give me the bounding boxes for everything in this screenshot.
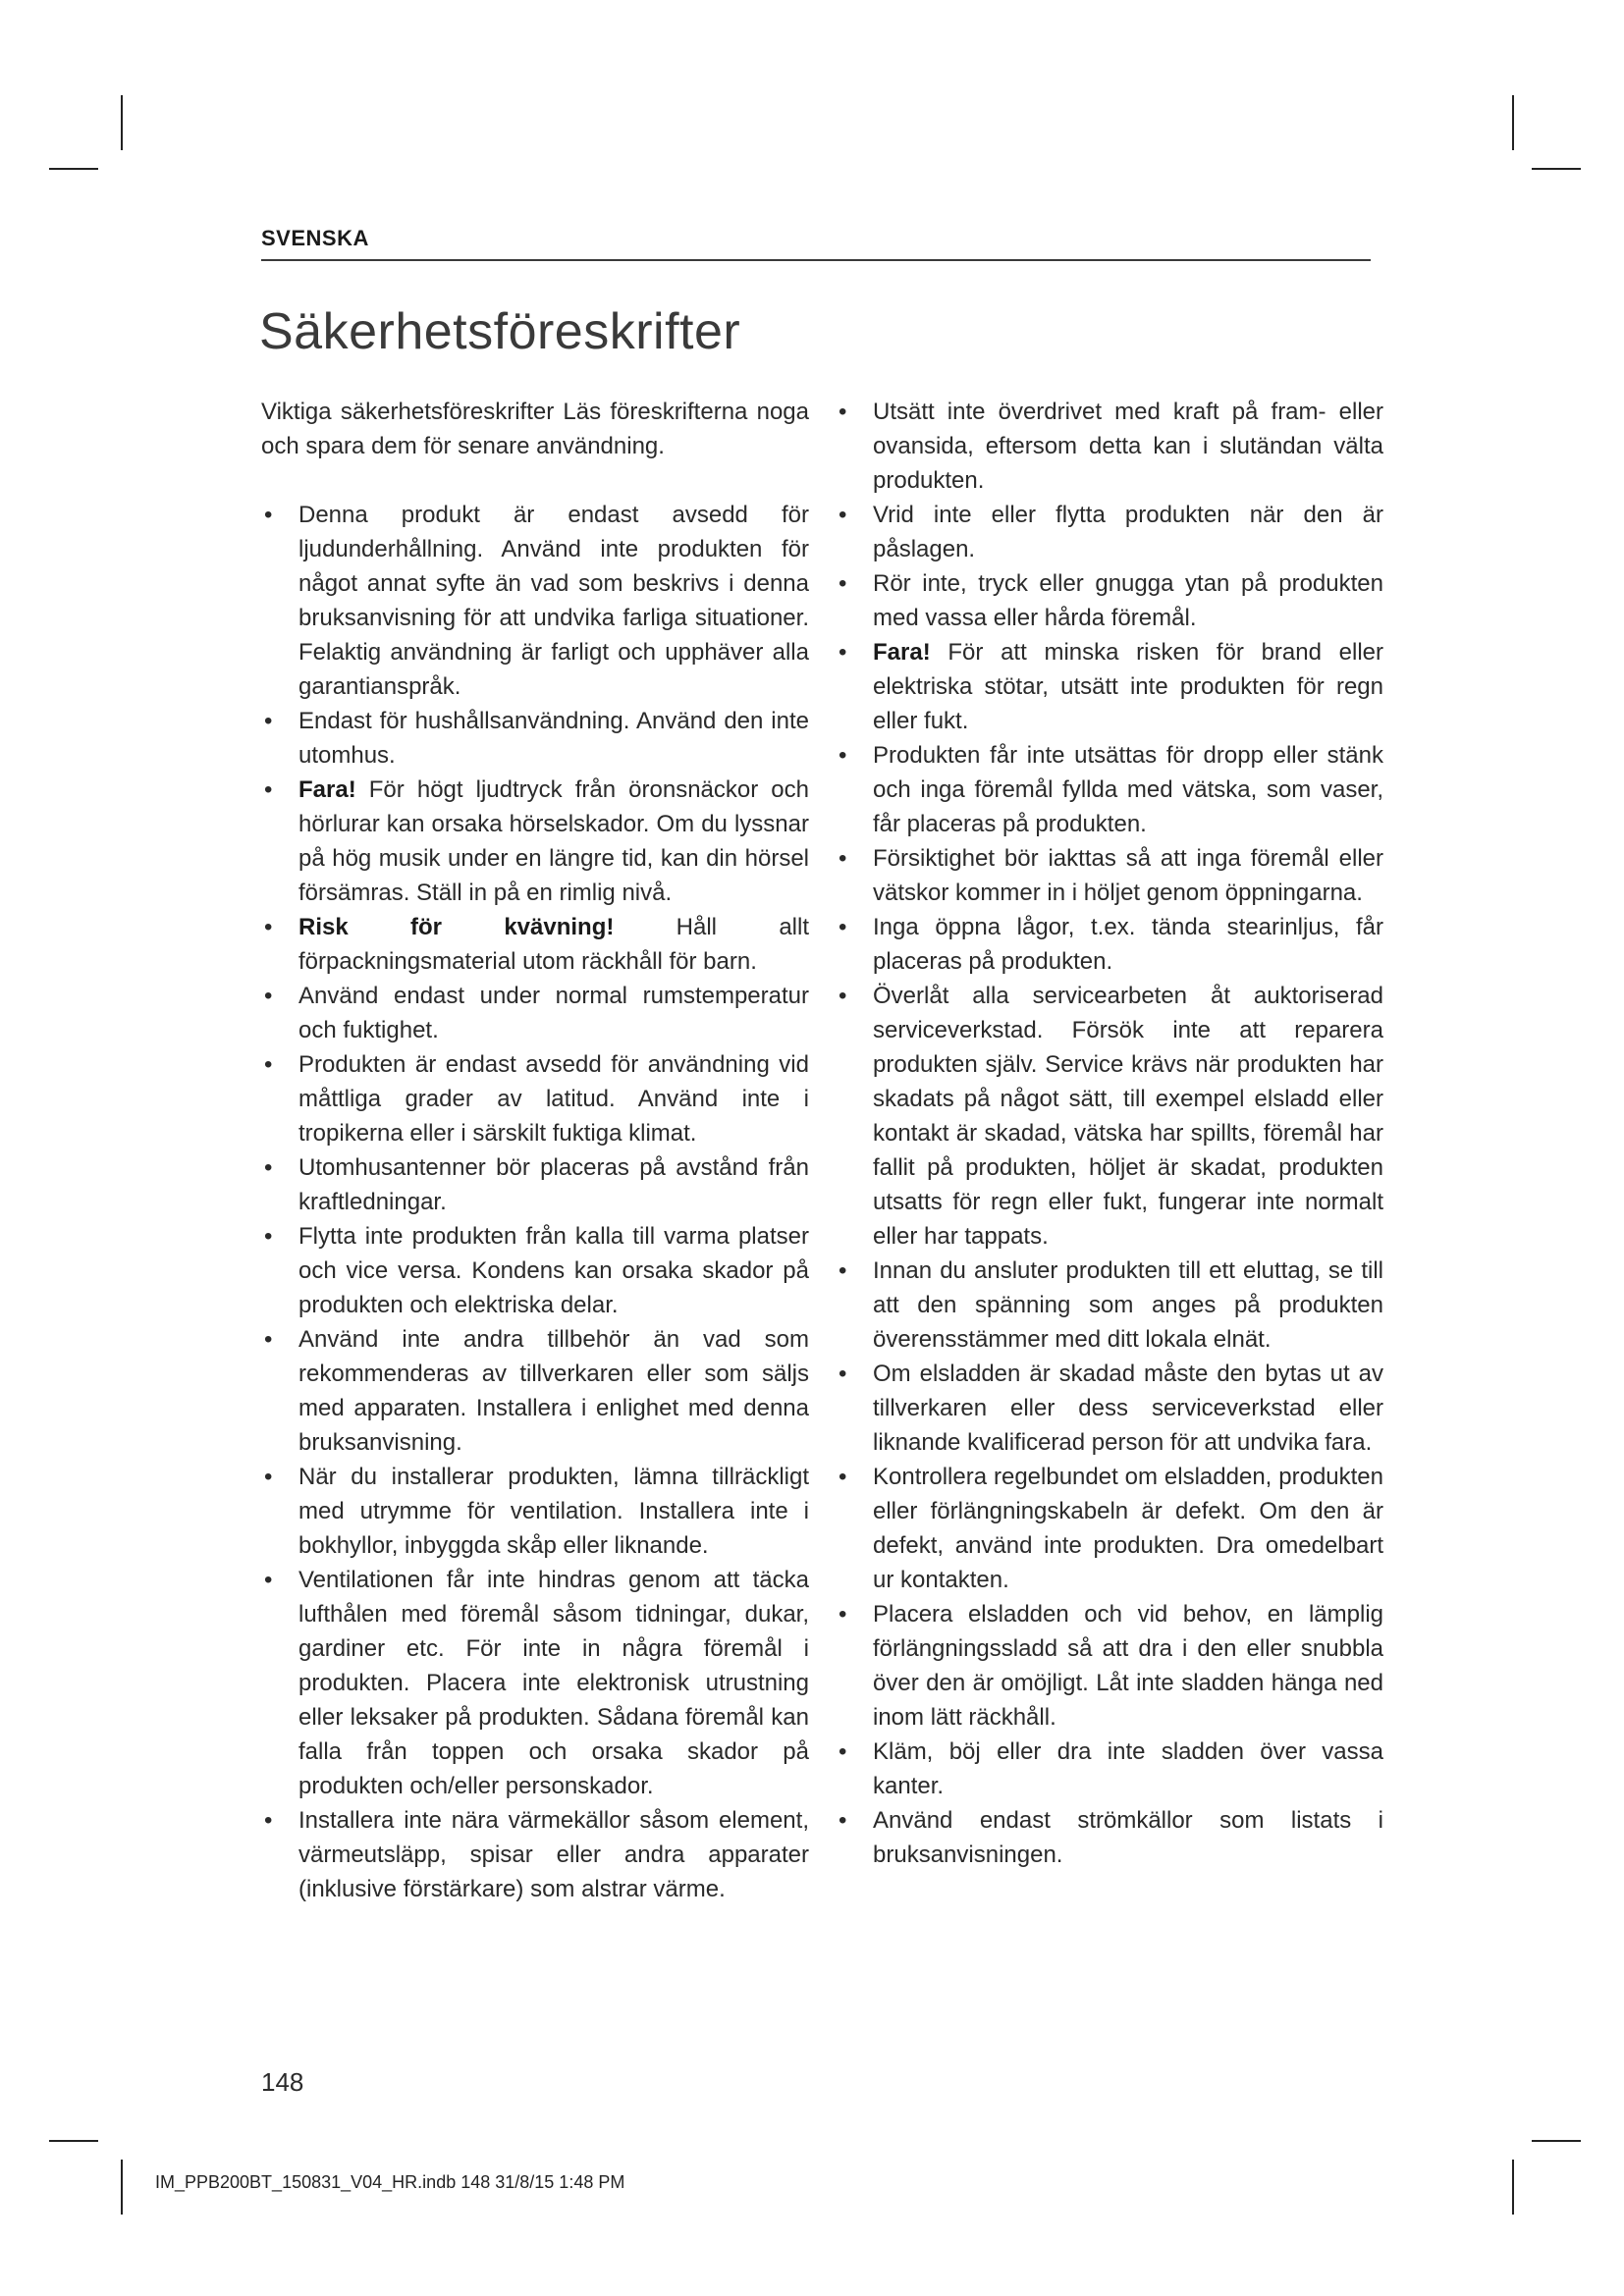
bullet-text: Använd endast strömkällor som listats i bruksanvisningen. xyxy=(873,1807,1383,1868)
bullet-item xyxy=(261,1047,809,1150)
bullet-dot-icon: • xyxy=(839,742,847,769)
bullet-item xyxy=(836,738,1383,841)
bullet-dot-icon: • xyxy=(839,502,847,528)
bullet-text: För högt ljudtryck från öronsnäckor och hörlurar kan orsaka hörselskador. Om du lyssnar på hög musik under en längre tid, kan din hörsel försämras. Ställ in på en rimlig nivå. xyxy=(298,776,809,906)
bullet-text: Använd inte andra tillbehör än vad som rekommenderas av tillverkaren eller som säljs med apparaten. Installera i enlighet med denna bruksanvisning. xyxy=(298,1326,809,1456)
bullet-item xyxy=(836,1254,1383,1357)
bullet-dot-icon: • xyxy=(264,1051,273,1078)
bullet-text: Endast för hushållsanvändning. Använd den inte utomhus. xyxy=(298,708,809,769)
bullet-item xyxy=(836,635,1383,738)
header-divider xyxy=(261,259,1371,261)
bullet-item xyxy=(836,979,1383,1254)
bullet-item xyxy=(261,1460,809,1563)
page-number: 148 xyxy=(261,2067,304,2097)
crop-mark-bottom-right-horizontal xyxy=(1532,2140,1581,2142)
bullet-text: Kontrollera regelbundet om elsladden, produkten eller förlängningskabeln är defekt. Om den är defekt, använd inte produkten. Dra omedelbart ur kontakten. xyxy=(873,1464,1383,1593)
bullet-item xyxy=(836,395,1383,498)
warning-label: Risk för kvävning! xyxy=(298,914,615,940)
bullet-text: För att minska risken för brand eller elektriska stötar, utsätt inte produkten för regn eller fukt. xyxy=(873,639,1383,734)
crop-mark-bottom-left-vertical xyxy=(121,2160,123,2215)
bullet-text: Använd endast under normal rumstemperatur och fuktighet. xyxy=(298,983,809,1043)
bullet-item xyxy=(836,1460,1383,1597)
bullet-text: Håll allt förpackningsmaterial utom räckhåll för barn. xyxy=(298,914,809,975)
file-info: IM_PPB200BT_150831_V04_HR.indb 148 31/8/15 1:48 PM xyxy=(155,2172,625,2192)
bullet-text: Vrid inte eller flytta produkten när den är påslagen. xyxy=(873,502,1383,562)
bullet-dot-icon: • xyxy=(839,983,847,1009)
bullet-dot-icon: • xyxy=(839,914,847,940)
bullet-item xyxy=(836,1357,1383,1460)
bullet-dot-icon: • xyxy=(264,1567,273,1593)
bullet-dot-icon: • xyxy=(839,639,847,666)
crop-mark-bottom-left-horizontal xyxy=(49,2140,98,2142)
bullet-dot-icon: • xyxy=(264,1223,273,1250)
bullet-dot-icon: • xyxy=(839,1464,847,1490)
bullet-text: Inga öppna lågor, t.ex. tända stearinljus, får placeras på produkten. xyxy=(873,914,1383,975)
crop-mark-top-left-horizontal xyxy=(49,168,98,170)
bullet-text: Produkten är endast avsedd för användning vid måttliga grader av latitud. Använd inte i tropikerna eller i särskilt fuktiga klimat. xyxy=(298,1051,809,1147)
right-column xyxy=(836,395,1383,1872)
bullet-text: Denna produkt är endast avsedd för ljudunderhållning. Använd inte produkten för något annat syfte än vad som beskrivs i denna bruksanvisning för att undvika farliga situationer. Felaktig användning är farligt och upphäver alla garantianspråk. xyxy=(298,502,809,700)
bullet-dot-icon: • xyxy=(839,845,847,872)
bullet-dot-icon: • xyxy=(839,1807,847,1834)
bullet-item xyxy=(836,1597,1383,1735)
bullet-dot-icon: • xyxy=(839,570,847,597)
bullet-item xyxy=(836,1735,1383,1803)
language-header: SVENSKA xyxy=(261,226,369,250)
bullet-item xyxy=(836,498,1383,566)
left-column xyxy=(261,395,809,1906)
bullet-text: Om elsladden är skadad måste den bytas ut av tillverkaren eller dess serviceverkstad eller liknande kvalificerad person för att undvika fara. xyxy=(873,1361,1383,1456)
bullet-item xyxy=(836,1803,1383,1872)
bullet-text: Utomhusantenner bör placeras på avstånd från kraftledningar. xyxy=(298,1154,809,1215)
bullet-item xyxy=(261,1803,809,1906)
bullet-dot-icon: • xyxy=(264,914,273,940)
bullet-text: När du installerar produkten, lämna tillräckligt med utrymme för ventilation. Installera inte i bokhyllor, inbyggda skåp eller liknande. xyxy=(298,1464,809,1559)
bullet-text: Installera inte nära värmekällor såsom element, värmeutsläpp, spisar eller andra apparater (inklusive förstärkare) som alstrar värme. xyxy=(298,1807,809,1902)
bullet-item xyxy=(836,841,1383,910)
bullet-text: Utsätt inte överdrivet med kraft på fram- eller ovansida, eftersom detta kan i slutändan välta produkten. xyxy=(873,399,1383,494)
bullet-dot-icon: • xyxy=(839,1738,847,1765)
warning-label: Fara! xyxy=(298,776,356,803)
left-bullet-list xyxy=(261,498,809,1906)
bullet-item xyxy=(261,910,809,979)
bullet-text: Ventilationen får inte hindras genom att täcka lufthålen med föremål såsom tidningar, dukar, gardiner etc. För inte in några föremål i produkten. Placera inte elektronisk utrustning eller leksaker på produkten. Sådana föremål kan falla från toppen och orsaka skador på produkten och/eller personskador. xyxy=(298,1567,809,1799)
bullet-dot-icon: • xyxy=(264,776,273,803)
right-bullet-list xyxy=(836,395,1383,1872)
bullet-dot-icon: • xyxy=(264,708,273,734)
bullet-text: Kläm, böj eller dra inte sladden över vassa kanter. xyxy=(873,1738,1383,1799)
bullet-item xyxy=(261,1219,809,1322)
crop-mark-top-right-vertical xyxy=(1512,95,1514,150)
crop-mark-top-right-horizontal xyxy=(1532,168,1581,170)
crop-mark-bottom-right-vertical xyxy=(1512,2160,1514,2215)
bullet-text: Innan du ansluter produkten till ett eluttag, se till att den spänning som anges på produkten överensstämmer med ditt lokala elnät. xyxy=(873,1257,1383,1353)
bullet-dot-icon: • xyxy=(839,1601,847,1628)
warning-label: Fara! xyxy=(873,639,931,666)
bullet-text: Försiktighet bör iakttas så att inga föremål eller vätskor kommer in i höljet genom öppningarna. xyxy=(873,845,1383,906)
bullet-dot-icon: • xyxy=(839,1361,847,1387)
bullet-dot-icon: • xyxy=(264,983,273,1009)
bullet-dot-icon: • xyxy=(264,1807,273,1834)
bullet-item xyxy=(261,704,809,773)
bullet-item xyxy=(261,773,809,910)
bullet-dot-icon: • xyxy=(264,1154,273,1181)
bullet-dot-icon: • xyxy=(264,502,273,528)
bullet-item xyxy=(261,1150,809,1219)
bullet-dot-icon: • xyxy=(264,1464,273,1490)
page-title: Säkerhetsföreskrifter xyxy=(259,303,741,360)
intro-paragraph: Viktiga säkerhetsföreskrifter Läs föreskrifterna noga och spara dem för senare användning. xyxy=(261,399,809,459)
bullet-item xyxy=(836,910,1383,979)
bullet-item xyxy=(261,979,809,1047)
bullet-dot-icon: • xyxy=(839,1257,847,1284)
bullet-item xyxy=(261,1563,809,1803)
crop-mark-top-left-vertical xyxy=(121,95,123,150)
bullet-text: Produkten får inte utsättas för dropp eller stänk och inga föremål fyllda med vätska, som vaser, får placeras på produkten. xyxy=(873,742,1383,837)
bullet-text: Överlåt alla servicearbeten åt auktoriserad serviceverkstad. Försök inte att reparera produkten själv. Service krävs när produkten har skadats på något sätt, till exempel elsladd eller kontakt är skadad, vätska har spillts, föremål har fallit på produkten, höljet är skadat, produkten utsatts för regn eller fukt, fungerar inte normalt eller har tappats. xyxy=(873,983,1383,1250)
bullet-item xyxy=(261,1322,809,1460)
bullet-item xyxy=(836,566,1383,635)
bullet-dot-icon: • xyxy=(839,399,847,425)
bullet-dot-icon: • xyxy=(264,1326,273,1353)
bullet-text: Rör inte, tryck eller gnugga ytan på produkten med vassa eller hårda föremål. xyxy=(873,570,1383,631)
bullet-item xyxy=(261,498,809,704)
bullet-text: Placera elsladden och vid behov, en lämplig förlängningssladd så att dra i den eller snubbla över den är omöjligt. Låt inte sladden hänga ned inom lätt räckhåll. xyxy=(873,1601,1383,1731)
bullet-text: Flytta inte produkten från kalla till varma platser och vice versa. Kondens kan orsaka skador på produkten och elektriska delar. xyxy=(298,1223,809,1318)
